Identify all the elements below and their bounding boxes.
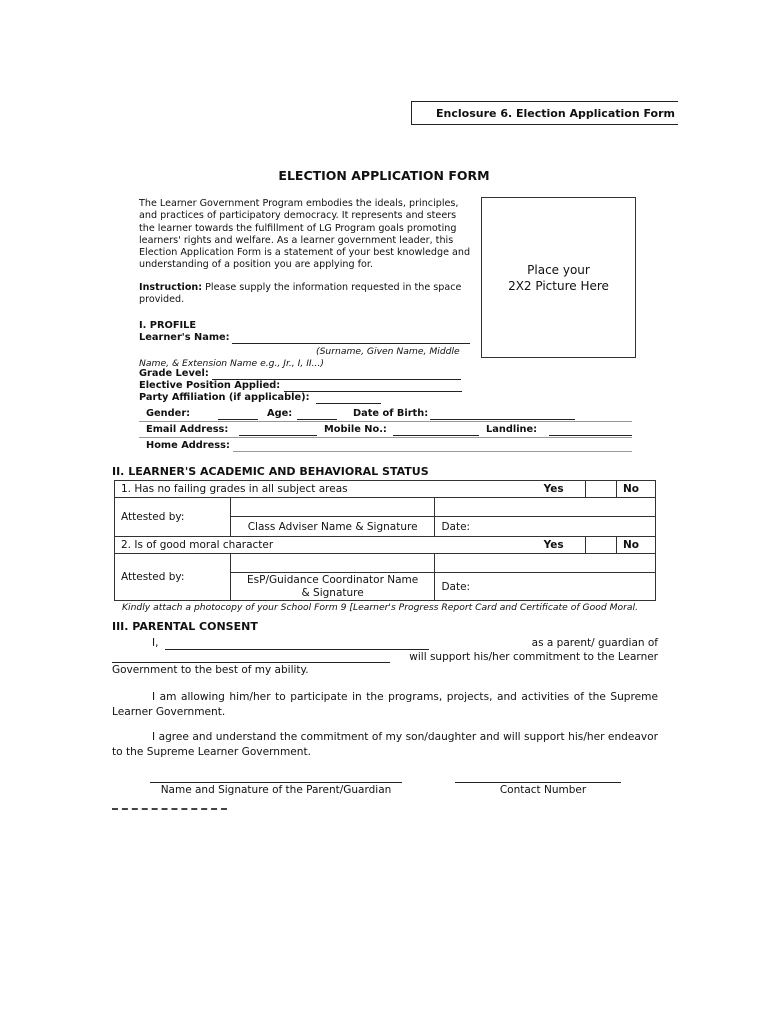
learner-name-consent-field[interactable]: [112, 662, 390, 663]
item-2-yes-box[interactable]: [586, 537, 617, 554]
photo-placeholder[interactable]: [481, 197, 636, 358]
adviser-label: Class Adviser Name & Signature: [230, 517, 435, 537]
item-2-no: No: [616, 537, 655, 554]
gender-field[interactable]: [218, 419, 258, 420]
esp-label-line1: EsP/Guidance Coordinator Name: [247, 573, 419, 586]
dob-field[interactable]: [430, 419, 575, 420]
email-label: Email Address:: [146, 424, 229, 435]
home-address-field[interactable]: [233, 451, 632, 452]
mobile-field[interactable]: [393, 435, 479, 436]
item-2-yes: Yes: [538, 537, 586, 554]
form-title: ELECTION APPLICATION FORM: [278, 168, 490, 183]
contact-number-label: Contact Number: [499, 784, 587, 796]
profile-heading: I. PROFILE: [139, 320, 197, 331]
instruction-text: Please supply the information requested in the space provided.: [139, 282, 462, 306]
photo-text-line2: 2X2 Picture Here: [508, 278, 609, 293]
consent-government: Government to the best of my ability.: [112, 664, 309, 676]
parent-signature-field[interactable]: [150, 782, 402, 783]
profile-row-divider: [139, 421, 632, 422]
consent-paragraph-1: I am allowing him/her to participate in the programs, projects, and activities of the Supreme Learner Government.: [112, 691, 658, 718]
contact-number-field[interactable]: [455, 782, 621, 783]
consent-i: I,: [152, 637, 159, 649]
party-label: Party Affiliation (if applicable):: [139, 392, 310, 403]
age-label: Age:: [267, 408, 293, 419]
dob-label: Date of Birth:: [353, 408, 429, 419]
item-1-text: 1. Has no failing grades in all subject areas: [115, 481, 538, 498]
enclosure-label: [411, 101, 678, 125]
profile-row-divider-2: [139, 437, 632, 438]
parent-name-field[interactable]: [165, 649, 429, 650]
name-hint-1: (Surname, Given Name, Middle: [316, 346, 460, 357]
intro-paragraph: The Learner Government Program embodies the ideals, principles, and practices of participatory democracy. It represents and steers the learner towards the fulfillment of LG Program goals promoting learners' rights and welfare. As a learner government leader, this Election Application Form is a statement of your best knowledge and understanding of a position you are applying for.: [139, 198, 471, 271]
name-hint-2: Name, & Extension Name e.g., Jr., I, II...): [139, 358, 324, 369]
landline-field[interactable]: [549, 435, 632, 436]
status-row-1: [115, 481, 656, 498]
attested-2-label: Attested by:: [115, 554, 231, 601]
gender-label: Gender:: [146, 408, 191, 419]
grade-label: Grade Level:: [139, 368, 209, 379]
status-table: [114, 480, 656, 601]
item-1-yes-box[interactable]: [586, 481, 617, 498]
cutoff-marks: [112, 808, 227, 810]
consent-heading: III. PARENTAL CONSENT: [112, 620, 258, 633]
attachment-note: Kindly attach a photocopy of your School Form 9 [Learner's Progress Report Card and Certificate of Good Moral.: [122, 602, 639, 613]
instruction: [139, 282, 479, 307]
attested-1-label: Attested by:: [115, 498, 231, 537]
photo-text-line1: Place your: [527, 262, 590, 277]
date-2-blank[interactable]: [435, 554, 656, 573]
position-label: Elective Position Applied:: [139, 380, 281, 391]
item-1-no: No: [616, 481, 655, 498]
date-2-label: Date:: [435, 573, 656, 601]
landline-label: Landline:: [486, 424, 538, 435]
date-1-blank[interactable]: [435, 498, 656, 517]
mobile-label: Mobile No.:: [324, 424, 387, 435]
age-field[interactable]: [297, 419, 337, 420]
parent-signature-label: Name and Signature of the Parent/Guardian: [160, 784, 392, 796]
home-address-label: Home Address:: [146, 440, 230, 451]
party-field[interactable]: [316, 403, 381, 404]
cutoff-next-section: [112, 808, 227, 811]
esp-label-line2: & Signature: [301, 586, 364, 599]
consent-will-support: will support his/her commitment to the Learner: [409, 651, 658, 663]
item-1-yes: Yes: [538, 481, 586, 498]
status-heading: II. LEARNER'S ACADEMIC AND BEHAVIORAL STATUS: [112, 465, 429, 478]
adviser-signature-field[interactable]: [230, 498, 435, 517]
esp-label: [230, 573, 435, 601]
date-1-label: Date:: [435, 517, 656, 537]
esp-signature-field[interactable]: [230, 554, 435, 573]
instruction-label: Instruction:: [139, 282, 203, 293]
enclosure-text: Enclosure 6. Election Application Form: [436, 106, 675, 120]
consent-paragraph-2: I agree and understand the commitment of my son/daughter and will support his/her endeavor to the Supreme Learner Government.: [112, 731, 658, 758]
status-row-2: [115, 537, 656, 554]
consent-as-a: as a parent/ guardian of: [531, 637, 658, 649]
email-field[interactable]: [239, 435, 317, 436]
item-2-text: 2. Is of good moral character: [115, 537, 538, 554]
position-field[interactable]: [284, 391, 462, 392]
learner-name-label: Learner's Name:: [139, 332, 230, 343]
learner-name-field[interactable]: [232, 343, 470, 344]
